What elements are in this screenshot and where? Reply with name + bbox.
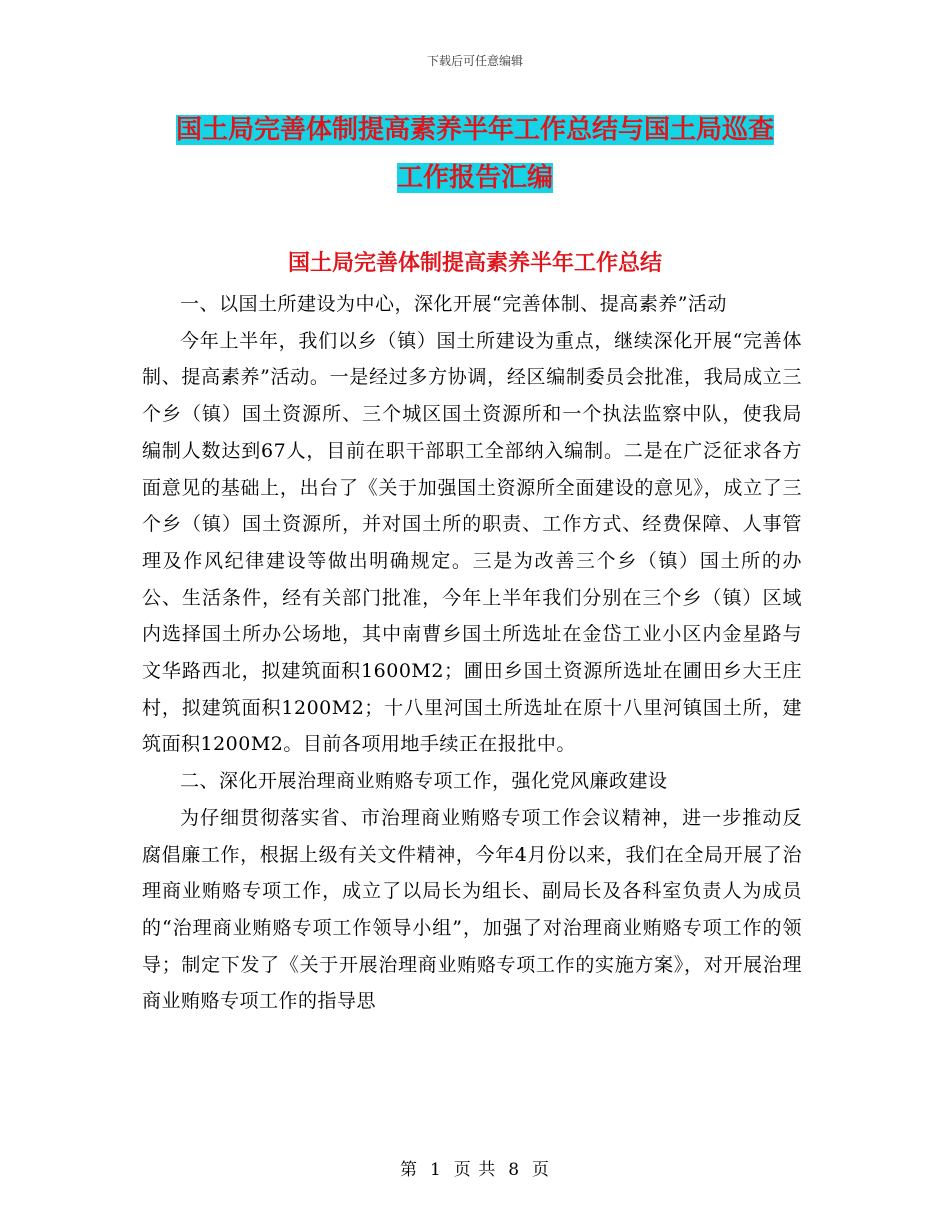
paragraph: 为仔细贯彻落实省、市治理商业贿赂专项工作会议精神，进一步推动反腐倡廉工作，根据上级有关文件精神，今年4月份以来，我们在全局开展了治理商业贿赂专项工作，成立了以局长为组长、副局长及各科室负责人为成员的“治理商业贿赂专项工作领导小组”，加强了对治理商业贿赂专项工作的领导；制定下发了《关于开展治理商业贿赂专项工作的实施方案》，对开展治理商业贿赂专项工作的指导思 bbox=[142, 806, 802, 1013]
paragraph-heading-2: 二、深化开展治理商业贿赂专项工作，强化党风廉政建设 bbox=[180, 770, 668, 793]
section-title: 国土局完善体制提高素养半年工作总结 bbox=[287, 251, 662, 276]
footer-current-page: 1 bbox=[429, 1160, 442, 1180]
document-body bbox=[142, 286, 802, 1020]
document-title bbox=[140, 106, 810, 202]
document-title-line-2: 工作报告汇编 bbox=[396, 163, 553, 193]
paragraph: 今年上半年，我们以乡（镇）国土所建设为重点，继续深化开展“完善体制、提高素养”活动。一是经过多方协调，经区编制委员会批准，我局成立三个乡（镇）国土资源所、三个城区国土资源所和一个执法监察中队，使我局编制人数达到67人，目前在职干部职工全部纳入编制。二是在广泛征求各方面意见的基础上，出台了《关于加强国土资源所全面建设的意见》，成立了三个乡（镇）国土资源所，并对国土所的职责、工作方式、经费保障、人事管理及作风纪律建设等做出明确规定。三是为改善三个乡（镇）国土所的办公、生活条件，经有关部门批准，今年上半年我们分别在三个乡（镇）区域内选择国土所办公场地，其中南曹乡国土所选址在金岱工业小区内金星路与文华路西北，拟建筑面积1600M2；圃田乡国土资源所选址在圃田乡大王庄村，拟建筑面积1200M2；十八里河国土所选址在原十八里河镇国土所，建筑面积1200M2。目前各项用地手续正在报批中。 bbox=[142, 329, 802, 756]
document-title-line-1: 国土局完善体制提高素养半年工作总结与国土局巡查 bbox=[175, 115, 774, 145]
footer-suffix: 页 bbox=[532, 1160, 551, 1180]
footer-mid: 页 共 bbox=[453, 1160, 497, 1180]
page-footer bbox=[0, 1155, 950, 1180]
paragraph-heading-1: 一、以国土所建设为中心，深化开展“完善体制、提高素养”活动 bbox=[180, 293, 727, 315]
footer-prefix: 第 bbox=[399, 1160, 418, 1180]
footer-total-pages: 8 bbox=[508, 1160, 521, 1180]
page-header-note: 下载后可任意编辑 bbox=[426, 54, 523, 68]
